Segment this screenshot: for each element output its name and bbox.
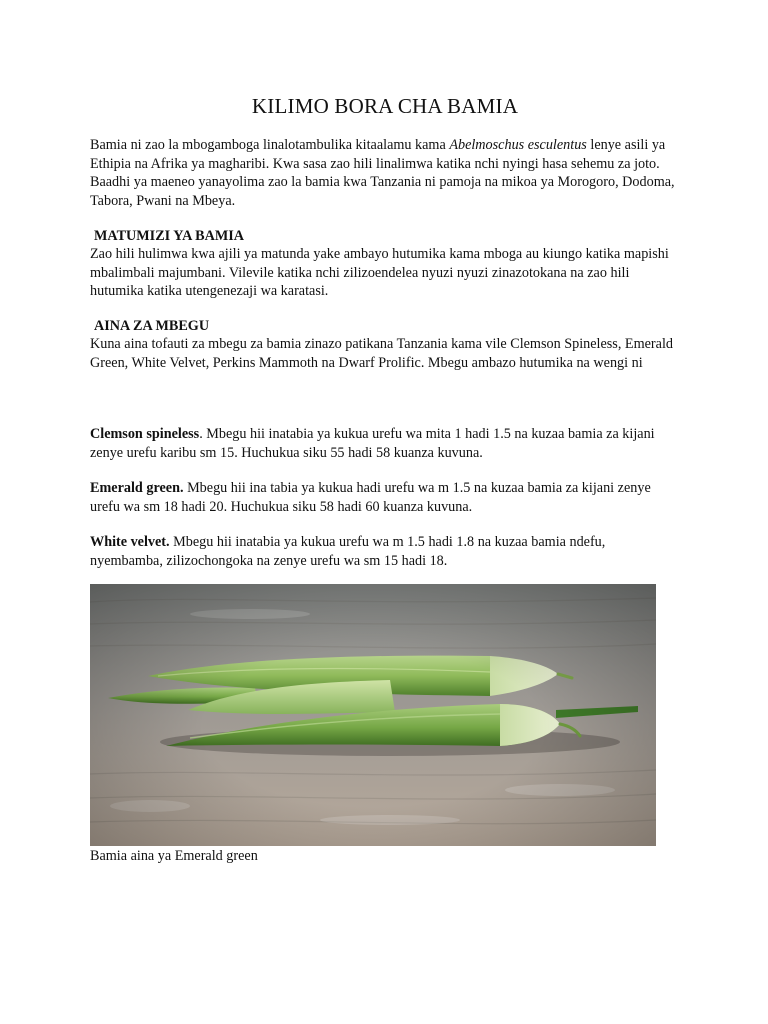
intro-text-start: Bamia ni zao la mbogamboga linalotambulika kitaalamu kama [90,137,450,153]
variety-name: Clemson spineless [90,426,200,442]
variety-description: . Mbegu hii inatabia ya kukua urefu wa mita 1 hadi 1.5 na kuzaa bamia za kijani zenye urefu karibu sm 15. Huchukua siku 55 hadi 58 kuanza kuvuna. [90,426,655,461]
variety-name: Emerald green. [90,480,184,496]
scientific-name: Abelmoschus esculentus [449,137,587,153]
variety-description: Mbegu hii inatabia ya kukua urefu wa m 1.5 hadi 1.8 na kuzaa bamia ndefu, nyembamba, zilizochongoka na zenye urefu wa sm 15 hadi 18. [90,534,606,569]
varieties-heading: AINA ZA MBEGU [94,318,210,334]
okra-photo [90,584,656,846]
intro-text-end: lenye asili ya Ethipia na Afrika ya magharibi. Kwa sasa zao hili linalimwa katika nchi nyingi hasa sehemu za joto. Baadhi ya maeneo yanayolima zao la bamia kwa Tanzania ni pamoja na mikoa ya Morogoro, Dodoma, Tabora, Pwani na Mbeya. [90,137,675,209]
variety-name: White velvet. [90,534,170,550]
photo-caption: Bamia aina ya Emerald green [90,848,258,864]
variety-item [90,425,680,462]
document-title: KILIMO BORA CHA BAMIA [251,94,519,118]
variety-description: Mbegu hii ina tabia ya kukua hadi urefu wa m 1.5 na kuzaa bamia za kijani zenye urefu wa sm 18 hadi 20. Huchukua siku 58 hadi 60 kuanza kuvuna. [90,480,651,515]
uses-paragraph: Zao hili hulimwa kwa ajili ya matunda yake ambayo hutumika kama mboga au kiungo katika mapishi mbalimbali majumbani. Vilevile katika nchi zilizoendelea nyuzi nyuzi zinazotokana na zao hili hutumika katika utengenezaji wa karatasi. [90,246,669,299]
intro-paragraph [90,136,680,210]
varieties-paragraph: Kuna aina tofauti za mbegu za bamia zinazo patikana Tanzania kama vile Clemson Spineless, Emerald Green, White Velvet, Perkins Mammoth na Dwarf Prolific. Mbegu ambazo hutumika na wengi ni [90,336,673,371]
uses-heading: MATUMIZI YA BAMIA [94,228,245,244]
variety-item [90,479,680,516]
variety-item [90,533,680,570]
